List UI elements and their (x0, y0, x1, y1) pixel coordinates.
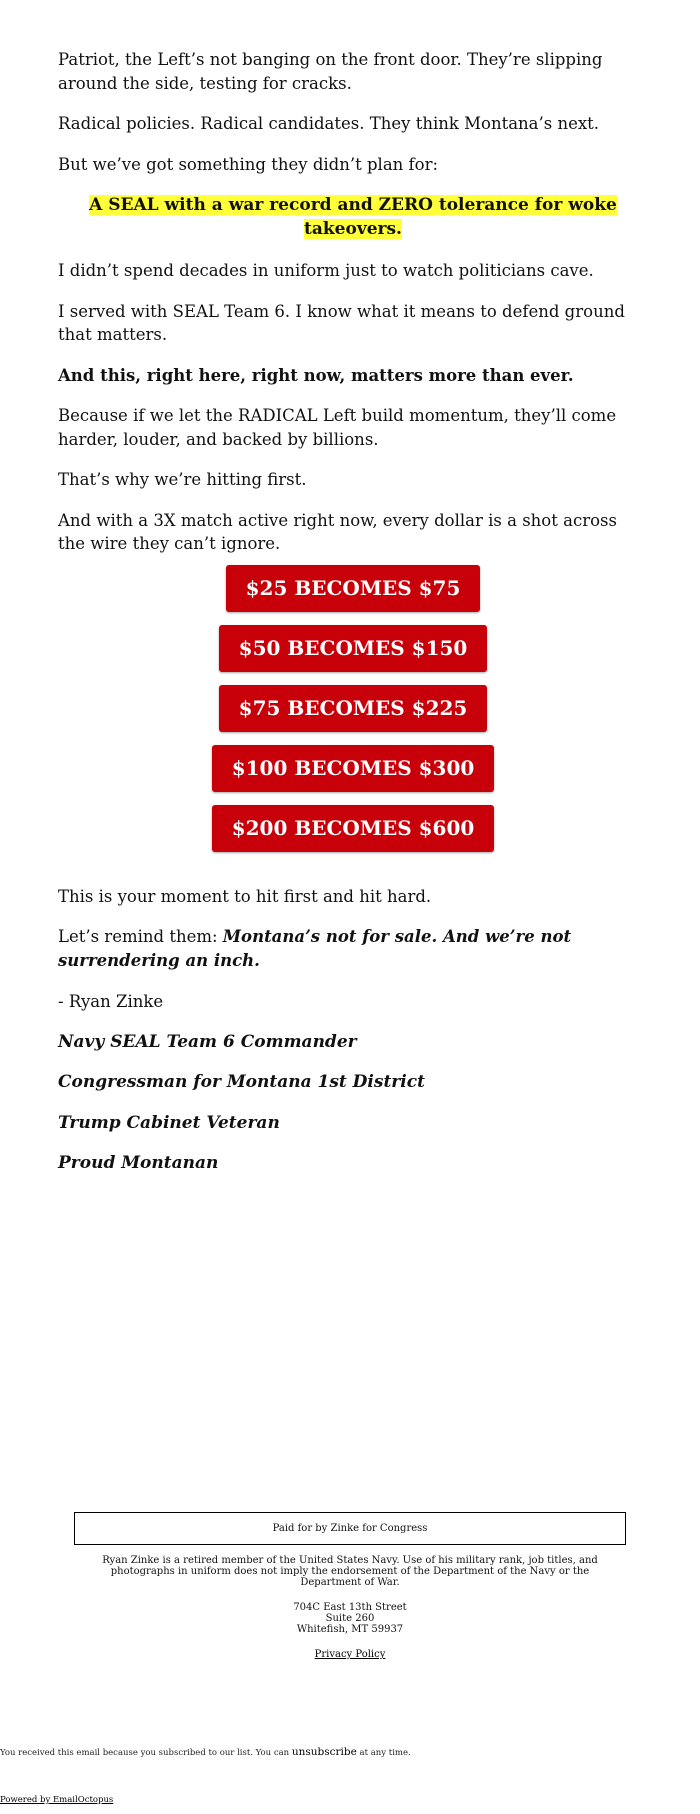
paragraph-radical-policies: Radical policies. Radical candidates. They think Montana’s next. (58, 114, 600, 133)
donate-200-button[interactable]: $200 BECOMES $600 (212, 805, 495, 852)
paragraph-hitting-first: That’s why we’re hitting first. (58, 470, 307, 489)
highlight-text: A SEAL with a war record and ZERO tolerance for woke takeovers. (89, 195, 617, 239)
paragraph-plan: But we’ve got something they didn’t plan for: (58, 154, 439, 174)
remind-emphasis: Montana’s not for sale. And we’re not surrendering an inch. (58, 927, 572, 970)
donate-25-button[interactable]: $25 BECOMES $75 (226, 565, 481, 612)
donation-buttons (58, 565, 648, 865)
signature-block (58, 990, 648, 1176)
footer (74, 1512, 626, 1660)
paid-for-box: Paid for by Zinke for Congress (74, 1512, 626, 1545)
powered-by-link[interactable]: Powered by EmailOctopus (0, 1795, 114, 1805)
subscription-notice (0, 1746, 411, 1758)
paragraph-momentum: Because if we let the RADICAL Left build momentum, they’ll come harder, louder, and backed by billions. (58, 406, 617, 449)
notice-pre: You received this email because you subscribed to our list. You can (0, 1748, 292, 1758)
paragraph-moment: This is your moment to hit first and hit hard. (58, 886, 432, 906)
signature-title: Congressman for Montana 1st District (58, 1072, 425, 1092)
address-line: 704C East 13th Street (293, 1602, 407, 1613)
paragraph-remind (58, 925, 648, 972)
paragraph-seal-team: I served with SEAL Team 6. I know what it means to defend ground that matters. (58, 301, 625, 344)
donate-75-button[interactable]: $75 BECOMES $225 (219, 685, 488, 732)
address-line: Suite 260 (325, 1613, 375, 1624)
notice-post: at any time. (356, 1748, 411, 1758)
signature-name: - Ryan Zinke (58, 992, 164, 1011)
paragraph-matters: And this, right here, right now, matters more than ever. (58, 365, 574, 385)
paragraph-match: And with a 3X match active right now, every dollar is a shot across the wire they can’t ignore. (58, 510, 617, 553)
privacy-policy-link[interactable]: Privacy Policy (314, 1649, 386, 1660)
mailing-address (74, 1602, 626, 1635)
signature-title: Trump Cabinet Veteran (58, 1112, 280, 1133)
highlight-callout (58, 193, 648, 241)
address-line: Whitefish, MT 59937 (296, 1624, 404, 1635)
military-disclaimer: Ryan Zinke is a retired member of the United States Navy. Use of his military rank, job titles, and photographs in uniform does not imply the endorsement of the Department of the Navy or the Department of War. (102, 1555, 598, 1588)
signature-title: Navy SEAL Team 6 Commander (58, 1031, 357, 1052)
email-body (58, 48, 648, 1193)
paragraph-intro: Patriot, the Left’s not banging on the front door. They’re slipping around the side, testing for cracks. (58, 50, 603, 93)
donate-50-button[interactable]: $50 BECOMES $150 (219, 625, 488, 672)
paragraph-uniform: I didn’t spend decades in uniform just to watch politicians cave. (58, 261, 594, 280)
remind-lead: Let’s remind them: (58, 927, 223, 946)
unsubscribe-link[interactable]: unsubscribe (291, 1746, 357, 1758)
donate-100-button[interactable]: $100 BECOMES $300 (212, 745, 495, 792)
signature-title: Proud Montanan (58, 1153, 219, 1173)
